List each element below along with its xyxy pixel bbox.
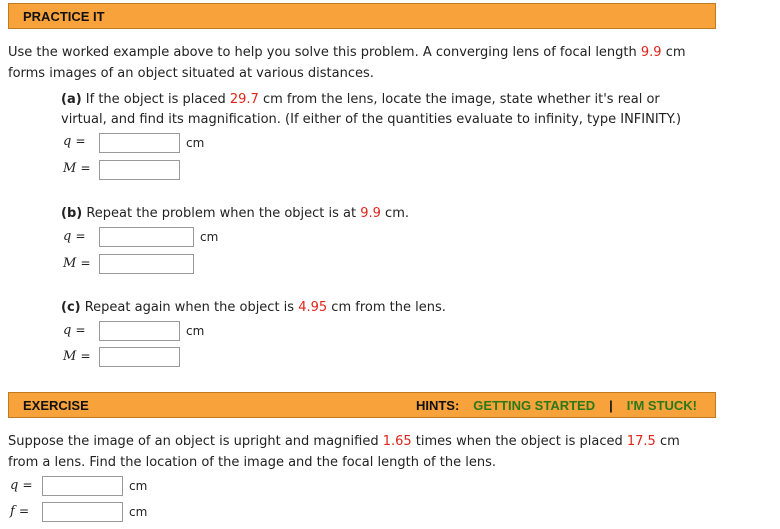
focal-length-value: 9.9 — [640, 45, 662, 60]
practice-intro-line1: Use the worked example above to help you solve this problem. A converging lens of focal length 9.9 cm — [8, 45, 686, 60]
part-b-q-label: q = — [63, 229, 86, 244]
exercise-header-title: EXERCISE — [23, 398, 89, 413]
part-a-q-label: q = — [63, 134, 86, 149]
exercise-header-bar — [8, 392, 716, 418]
part-a-q-input[interactable] — [99, 133, 180, 153]
practice-intro-line2: forms images of an object situated at various distances. — [8, 66, 374, 81]
part-c-m-input[interactable] — [99, 347, 180, 367]
practice-header-title: PRACTICE IT — [23, 9, 105, 24]
part-c-line: (c) Repeat again when the object is 4.95 cm from the lens. — [61, 300, 446, 315]
part-a-distance: 29.7 — [229, 92, 259, 107]
exercise-q-input[interactable] — [42, 476, 123, 496]
part-a-label: (a) — [61, 92, 82, 107]
part-b-line: (b) Repeat the problem when the object is at 9.9 cm. — [61, 206, 409, 221]
part-b-m-label: M = — [63, 256, 91, 271]
hint-getting-started-link[interactable]: GETTING STARTED — [473, 398, 596, 413]
part-b-q-input[interactable] — [99, 227, 194, 247]
hints-label: HINTS: — [415, 398, 460, 413]
exercise-magnification: 1.65 — [382, 434, 412, 449]
part-a-q-unit: cm — [186, 136, 205, 150]
part-c-q-unit: cm — [186, 324, 205, 338]
part-b-label: (b) — [61, 206, 83, 221]
part-b-distance: 9.9 — [360, 206, 381, 221]
part-b-q-unit: cm — [200, 230, 219, 244]
exercise-f-label: f = — [10, 504, 30, 519]
exercise-q-label: q = — [10, 478, 33, 493]
hint-im-stuck-link[interactable]: I'M STUCK! — [626, 398, 697, 413]
part-c-label: (c) — [61, 300, 81, 315]
part-a-line1: (a) If the object is placed 29.7 cm from the lens, locate the image, state whether it's real or — [61, 92, 660, 107]
part-a-m-label: M = — [63, 161, 91, 176]
part-a-m-input[interactable] — [99, 160, 180, 180]
part-c-q-input[interactable] — [99, 321, 180, 341]
practice-header-bar — [8, 3, 716, 29]
part-c-q-label: q = — [63, 323, 86, 338]
hint-separator: | — [609, 398, 613, 413]
part-b-m-input[interactable] — [99, 254, 194, 274]
exercise-line2: from a lens. Find the location of the image and the focal length of the lens. — [8, 455, 496, 470]
exercise-line1: Suppose the image of an object is upright and magnified 1.65 times when the object is placed 17.5 cm — [8, 434, 680, 449]
exercise-f-unit: cm — [129, 505, 148, 519]
part-a-line2: virtual, and find its magnification. (If either of the quantities evaluate to infinity, type INFINITY.) — [61, 112, 682, 127]
part-c-m-label: M = — [63, 349, 91, 364]
exercise-q-unit: cm — [129, 479, 148, 493]
part-c-distance: 4.95 — [298, 300, 328, 315]
exercise-distance: 17.5 — [626, 434, 656, 449]
exercise-f-input[interactable] — [42, 502, 123, 522]
hints-group — [416, 398, 697, 413]
